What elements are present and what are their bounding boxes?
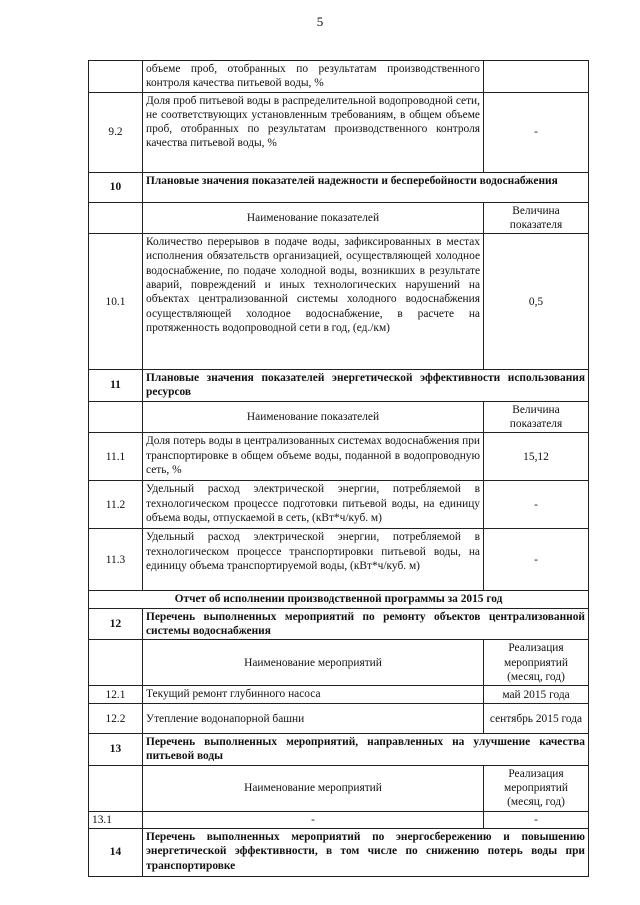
row-number: 11.3: [89, 529, 143, 591]
section-number: 12: [89, 608, 143, 640]
row-text: Удельный расход электрической энергии, потребляемой в технологическом процессе транспортировки питьевой воды, на единицу объема транспортируемой воды, (кВт*ч/куб. м): [143, 529, 484, 591]
page-number: 5: [316, 14, 324, 29]
table-row: [89, 61, 589, 93]
table-row: [89, 686, 589, 704]
header-value: Реализация мероприятий (месяц, год): [484, 640, 589, 686]
row-value: -: [484, 811, 589, 828]
header-name: Наименование мероприятий: [143, 640, 484, 686]
row-number: 9.2: [89, 92, 143, 172]
section-number: 13: [89, 734, 143, 766]
table-row: [89, 481, 589, 529]
section-title: Плановые значения показателей энергетической эффективности использования ресурсов: [143, 370, 589, 402]
table-row: [89, 529, 589, 591]
row-number: 13.1: [89, 811, 143, 828]
header-row: [89, 640, 589, 686]
header-name: Наименование мероприятий: [143, 765, 484, 811]
report-title-row: [89, 591, 589, 608]
row-value: май 2015 года: [484, 686, 589, 704]
table-row: [89, 92, 589, 172]
row-number: 12.2: [89, 704, 143, 734]
row-value: сентябрь 2015 года: [484, 704, 589, 734]
indicators-table: [88, 60, 589, 877]
header-row: [89, 202, 589, 234]
section-row: [89, 172, 589, 202]
section-title: Перечень выполненных мероприятий по энергосбережению и повышению энергетической эффективности, в том числе по снижению потерь воды при транспортировке: [143, 828, 589, 876]
header-row: [89, 765, 589, 811]
section-number: 14: [89, 828, 143, 876]
report-title: Отчет об исполнении производственной программы за 2015 год: [89, 591, 589, 608]
section-number: 10: [89, 172, 143, 202]
row-number: 11.2: [89, 481, 143, 529]
section-number: 11: [89, 370, 143, 402]
row-number: 10.1: [89, 234, 143, 370]
row-text: Количество перерывов в подаче воды, зафиксированных в местах исполнения обязательств организацией, осуществляющей холодное водоснабжение, по подаче холодной воды, возникших в результате аварий, повреждений и иных технологических нарушений на объектах централизованной системы холодного водоснабжения осуществляющей холодное водоснабжение, в расчете на протяженность водопроводной сети в год, (ед./км): [143, 234, 484, 370]
section-row: [89, 734, 589, 766]
row-text: Доля проб питьевой воды в распределительной водопроводной сети, не соответствующих установленным требованиям, в общем объеме проб, отобранных по результатам производственного контроля качества питьевой воды, %: [143, 92, 484, 172]
row-number: 11.1: [89, 433, 143, 481]
row-value: -: [484, 481, 589, 529]
header-name: Наименование показателей: [143, 401, 484, 433]
section-title: Плановые значения показателей надежности и бесперебойности водоснабжения: [143, 172, 589, 202]
row-value: -: [484, 92, 589, 172]
row-text: Утепление водонапорной башни: [143, 704, 484, 734]
header-value: Величина показателя: [484, 401, 589, 433]
header-name: Наименование показателей: [143, 202, 484, 234]
table-row: [89, 433, 589, 481]
section-row: [89, 370, 589, 402]
header-row: [89, 401, 589, 433]
table-row: [89, 234, 589, 370]
row-text: Удельный расход электрической энергии, потребляемой в технологическом процессе подготовки питьевой воды, на единицу объема воды, отпускаемой в сеть, (кВт*ч/куб. м): [143, 481, 484, 529]
section-title: Перечень выполненных мероприятий по ремонту объектов централизованной системы водоснабжения: [143, 608, 589, 640]
section-row: [89, 608, 589, 640]
row-number: 12.1: [89, 686, 143, 704]
section-row: [89, 828, 589, 876]
table-row: [89, 811, 589, 828]
section-title: Перечень выполненных мероприятий, направленных на улучшение качества питьевой воды: [143, 734, 589, 766]
row-value: 0,5: [484, 234, 589, 370]
header-value: Реализация мероприятий (месяц, год): [484, 765, 589, 811]
row-text: объеме проб, отобранных по результатам производственного контроля качества питьевой воды, %: [143, 61, 484, 93]
header-value: Величина показателя: [484, 202, 589, 234]
row-text: -: [143, 811, 484, 828]
table-row: [89, 704, 589, 734]
row-text: Доля потерь воды в централизованных системах водоснабжения при транспортировке в общем объеме воды, поданной в водопроводную сеть, %: [143, 433, 484, 481]
row-value: 15,12: [484, 433, 589, 481]
row-text: Текущий ремонт глубинного насоса: [143, 686, 484, 704]
row-value: -: [484, 529, 589, 591]
